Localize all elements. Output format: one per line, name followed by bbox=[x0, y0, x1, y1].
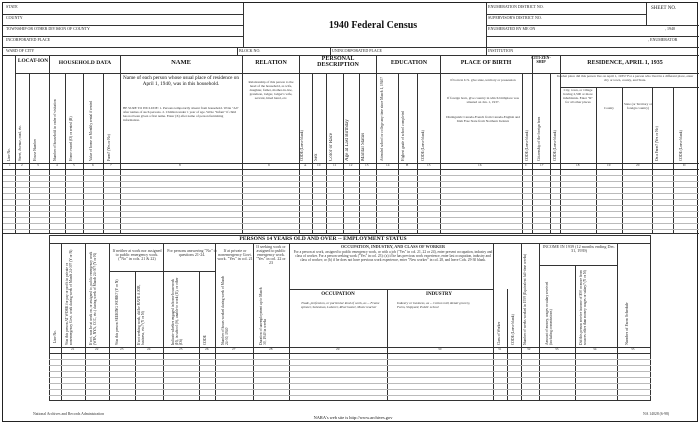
block-label: BLOCK NO. bbox=[239, 48, 261, 53]
answering-no-note: For persons answering "No" to questions 21-24. bbox=[167, 248, 217, 257]
age-col: Age at Last Birthday bbox=[345, 119, 350, 161]
colnum-b: B bbox=[406, 163, 409, 167]
top-entry-row bbox=[3, 175, 699, 176]
residence-group-heading: RESIDENCE, APRIL 1, 1935 bbox=[587, 60, 663, 66]
top-entry-row bbox=[3, 223, 699, 224]
bcolnum-31: 31 bbox=[498, 347, 502, 351]
weeks-worked-col: Number of weeks worked in 1939 (Equivalent full-time weeks) bbox=[523, 253, 527, 345]
form-title: 1940 Federal Census bbox=[328, 20, 418, 31]
bottom-entry-row bbox=[49, 365, 651, 366]
colnum-d: D bbox=[683, 163, 686, 167]
footer-right: NA 14028 (6-98) bbox=[643, 412, 670, 416]
top-entry-row bbox=[3, 205, 699, 206]
home-owned-col: Home owned (O) or rented (R) bbox=[69, 116, 73, 161]
enumerator-label: , ENUMERATOR bbox=[648, 37, 678, 42]
color-race-col: Color or Race bbox=[329, 132, 334, 161]
household-number-col: Number of household in order of visitation bbox=[53, 99, 57, 161]
citizenship-code-col: CODE (Leave blank) bbox=[553, 130, 557, 161]
other-income-col: Did this person receive income of $50 or more from sources other than money wages or salary? (Y or N) bbox=[579, 270, 587, 345]
institution-label: INSTITUTION bbox=[488, 48, 514, 53]
colnum-20: 20 bbox=[636, 163, 640, 167]
line-no-col: Line No. bbox=[7, 148, 11, 161]
occupation-code-col: CODE (Leave blank) bbox=[511, 314, 515, 345]
education-group-heading: EDUCATION bbox=[390, 60, 428, 66]
personal-group-heading: PERSONAL DESCRIPTION bbox=[317, 56, 359, 69]
bcolnum-29: 29 bbox=[336, 347, 340, 351]
colnum-10: 10 bbox=[317, 163, 321, 167]
colnum-2: 2 bbox=[21, 163, 23, 167]
residence-county-sub: County bbox=[604, 106, 614, 110]
bcolnum-23: 23 bbox=[120, 347, 124, 351]
bottom-entry-row bbox=[49, 371, 651, 372]
colnum-9: 9 bbox=[268, 163, 270, 167]
state-label: STATE bbox=[6, 4, 18, 9]
colnum-12: 12 bbox=[349, 163, 353, 167]
at-work-col: Was this person AT WORK for pay or profit in private or nonemergency Govt. work during week of March 24-30? (Y or N) bbox=[65, 249, 73, 345]
industry-examples: Industry or business, as -- Cotton mill, Retail grocery, Farm, Shipyard, Public school bbox=[397, 301, 471, 309]
unemployment-duration-col: Duration of unemployment up to March 30, 1940 in weeks bbox=[259, 287, 267, 345]
relation-group-heading: RELATION bbox=[255, 60, 287, 66]
class-of-worker-col: Class of Worker bbox=[497, 321, 501, 345]
ward-label: WARD OF CITY bbox=[6, 48, 35, 53]
occupation-heading: OCCUPATION, INDUSTRY, AND CLASS OF WORKER bbox=[340, 244, 446, 249]
enumeration-district-label: ENUMERATION DISTRICT NO. bbox=[488, 4, 544, 9]
marital-col: Marital Status bbox=[361, 132, 366, 161]
on-farm-col: On a Farm? (Yes or No) bbox=[655, 126, 659, 161]
top-entry-row bbox=[3, 217, 699, 218]
bcolnum-27: 27 bbox=[232, 347, 236, 351]
census-form bbox=[2, 2, 698, 422]
name-group-heading: NAME bbox=[171, 59, 191, 66]
bcolnum-22: 22 bbox=[95, 347, 99, 351]
birth-description-foreign: If foreign born, give country in which birthplace was situated on Jan. 1, 1937. bbox=[447, 96, 519, 104]
household-group-heading: HOUSEHOLD DATA bbox=[58, 60, 112, 66]
hours-worked-col: Number of hours worked during week of March 24-30, 1940 bbox=[221, 275, 229, 345]
residence-city-sub: City, town, or village having 2,500 or more inhabitants. Enter "R" for all other places bbox=[563, 88, 593, 104]
bottom-entry-row bbox=[49, 395, 651, 396]
colnum-c: C bbox=[525, 163, 528, 167]
bcolnum-34: 34 bbox=[593, 347, 597, 351]
top-entry-row bbox=[3, 193, 699, 194]
township-label: TOWNSHIP OR OTHER DIVISION OF COUNTY bbox=[6, 26, 90, 31]
colnum-13: 13 bbox=[365, 163, 369, 167]
home-housework-col: Indicate whether engaged in home housework (H), in school (S), unable to work (U), or other (Ot) bbox=[171, 277, 183, 345]
colnum-18: 18 bbox=[576, 163, 580, 167]
colnum-19: 19 bbox=[607, 163, 611, 167]
bcolnum-32: 32 bbox=[527, 347, 531, 351]
birth-description-distinguish: Distinguish: Canada-French from Canada-English and Irish Free State from Northern Ireland. bbox=[446, 115, 520, 123]
location-group-heading: LOCAT-ION bbox=[17, 58, 49, 64]
bottom-entry-row bbox=[49, 359, 651, 360]
seeking-work-col: Was this person SEEKING WORK? (Y or N) bbox=[115, 279, 119, 345]
residence-code-col: CODE (Leave blank) bbox=[679, 130, 683, 161]
incorporated-label: INCORPORATED PLACE bbox=[6, 37, 51, 42]
colnum-a: A bbox=[304, 163, 307, 167]
farm-col: Farm? (Yes or No) bbox=[107, 134, 111, 161]
bcolnum-33: 33 bbox=[555, 347, 559, 351]
unincorporated-label: UNINCORPORATED PLACE bbox=[332, 48, 382, 53]
colnum-8: 8 bbox=[179, 163, 181, 167]
colnum-15: 15 bbox=[427, 163, 431, 167]
top-entry-row bbox=[3, 211, 699, 212]
year-label: , 1940 bbox=[665, 26, 675, 31]
farm-schedule-col: Number of Farm Schedule bbox=[624, 302, 629, 345]
industry-label: INDUSTRY bbox=[426, 292, 452, 297]
colnum-11: 11 bbox=[333, 163, 337, 167]
name-description: Name of each person whose usual place of residence on April 1, 1940, was in this household. bbox=[123, 75, 239, 87]
enumerated-by-label: ENUMERATED BY ME ON bbox=[488, 26, 536, 31]
bcolnum-28: 28 bbox=[269, 347, 273, 351]
colnum-17: 17 bbox=[540, 163, 544, 167]
colnum-7: 7 bbox=[110, 163, 112, 167]
colnum-14: 14 bbox=[386, 163, 390, 167]
line-no-bottom: Line No. bbox=[53, 330, 57, 343]
have-job-col: If not seeking work, did he HAVE A JOB, business, etc.? (Y or N) bbox=[137, 284, 145, 345]
residence-state-sub: State (or Territory or foreign country) bbox=[623, 102, 653, 110]
education-code-col: CODE (Leave blank) bbox=[421, 130, 425, 161]
colnum-1: 1 bbox=[9, 163, 11, 167]
relation-description: Relationship of this person to the head of the household, as wife, daughter, father, mother-in-law, grandson, lodger, lodger's wife, servant, hired hand, etc. bbox=[248, 80, 294, 100]
highest-grade-col: Highest grade of school completed bbox=[401, 110, 405, 161]
bcolnum-35: 35 bbox=[631, 347, 635, 351]
birth-group-heading: PLACE OF BIRTH bbox=[460, 60, 512, 66]
citizenship-col: Citizenship of the foreign born bbox=[537, 116, 541, 161]
supervisor-district-label: SUPERVISOR'S DISTRICT NO. bbox=[488, 15, 542, 20]
income-heading: INCOME IN 1939 (12 months ending Dec. 31, 1939) bbox=[542, 244, 616, 253]
top-entry-row bbox=[3, 199, 699, 200]
bcolnum-25: 25 bbox=[179, 347, 183, 351]
street-col: Street, Avenue, road, etc. bbox=[18, 125, 22, 161]
seeking-emergency-note: If seeking work or assigned to public emergency work. "Yes" in col. 22 or 23 bbox=[256, 244, 286, 265]
occupation-description: For a person at work, assigned to public emergency work, or with a job ("Yes" in col. 21, 22 or 24), enter present occupation, industry and class of worker. For a person seeking work ("Yes" in col. 23): (a) if he has previous work experience, enter last occupation, industry and class of worker; or (b) if he does not have previous work experience, enter "New worker" in col. 28, and leave Cols. 29-30 blank. bbox=[293, 250, 493, 262]
occupation-examples: Trade, profession, or particular kind of work, as -- Frame spinner, Salesman, Laborer, Rivet heater, Music teacher bbox=[301, 301, 380, 309]
bottom-entry-row bbox=[49, 383, 651, 384]
sheet-no-label: SHEET NO. bbox=[651, 6, 677, 11]
sex-col: Sex bbox=[314, 153, 319, 161]
colnum-16: 16 bbox=[478, 163, 482, 167]
citizenship-group-heading: CITI-ZEN-SHIP bbox=[531, 55, 551, 65]
county-label: COUNTY bbox=[6, 15, 23, 20]
name-notes: BE SURE TO INCLUDE: 1. Persons temporarily absent from household. Write "Ab" after names of such persons. 2. Children under 1 year of age. Write "Infant" if child has not been given a first name. Enter (X) after name of person furnishing information. bbox=[123, 106, 239, 122]
house-number-col: House Number bbox=[33, 139, 37, 161]
bcolnum-26: 26 bbox=[205, 347, 209, 351]
residence-description: In what place did this person live on April 1, 1935? For a person who lived in a different place, enter city or town, county, and State. bbox=[556, 74, 694, 82]
occupation-label: OCCUPATION bbox=[321, 292, 355, 297]
bcolnum-21: 21 bbox=[71, 347, 75, 351]
colnum-6: 6 bbox=[92, 163, 94, 167]
top-entry-row bbox=[3, 187, 699, 188]
bottom-entry-row bbox=[49, 389, 651, 390]
bottom-entry-row bbox=[49, 377, 651, 378]
colnum-3: 3 bbox=[37, 163, 39, 167]
home-value-col: Value of home or Monthly rental if rented bbox=[89, 100, 93, 161]
employment-code-col: CODE bbox=[203, 335, 207, 345]
birth-code-col: CODE (Leave blank) bbox=[525, 130, 529, 161]
relation-code-col: CODE (Leave blank) bbox=[300, 130, 304, 161]
neither-at-work-note: If neither at work nor assigned to public emergency work. ("No" in cols. 21 & 22) bbox=[112, 248, 162, 261]
private-work-note: If at private or nonemergency Govt. work. "Yes" in col. 21 bbox=[217, 248, 253, 261]
birth-description-us: If born in U.S. give state, territory or possession bbox=[450, 78, 516, 82]
colnum-4: 4 bbox=[56, 163, 58, 167]
footer-center: NARA's web site is http://www.archives.gov bbox=[313, 415, 393, 420]
emergency-work-col: If not, was he at work on, or assigned to, public emergency work (WPA, NYA, CCC, etc.) during week of March 24-30? (Y or N) bbox=[89, 251, 97, 345]
bcolnum-24: 24 bbox=[147, 347, 151, 351]
employment-heading: PERSONS 14 YEARS OLD AND OVER -- EMPLOYMENT STATUS bbox=[239, 236, 407, 242]
footer-left: National Archives and Records Administration bbox=[33, 412, 105, 416]
top-entry-row bbox=[3, 181, 699, 182]
bcolnum-30: 30 bbox=[438, 347, 442, 351]
colnum-5: 5 bbox=[73, 163, 75, 167]
attended-school-col: Attended school or college any time since March 1, 1940? bbox=[380, 77, 384, 161]
money-wages-col: Amount of money, wages or salary received (including commissions) bbox=[545, 281, 553, 345]
top-entry-row bbox=[3, 229, 699, 230]
